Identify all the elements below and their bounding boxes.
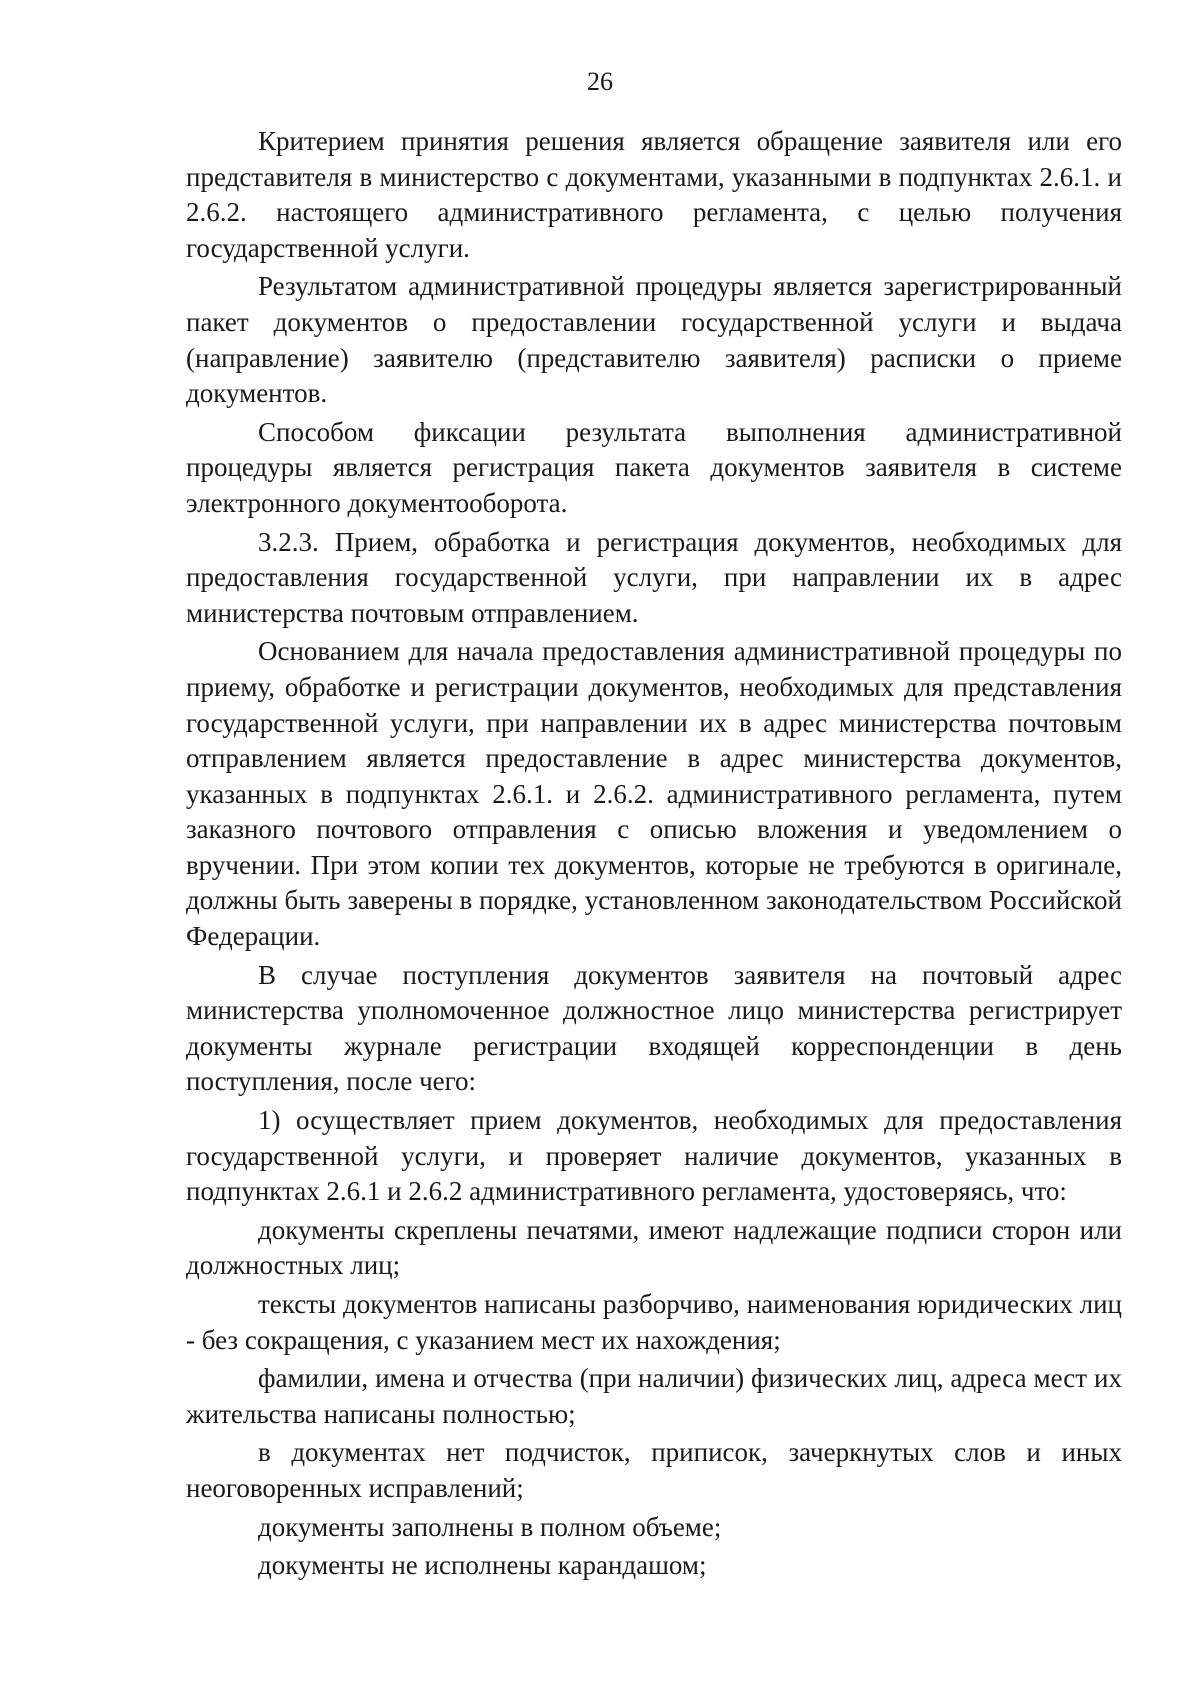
paragraph-item-1: 1) осуществляет прием документов, необходимых для предоставления государственной услуги, и проверяет наличие документов, указанных в подпунктах 2.6.1 и 2.6.2 административного регламента, удостоверяясь, что: [186, 1105, 1122, 1207]
paragraph-check-corrections: в документах нет подчисток, приписок, зачеркнутых слов и иных неоговоренных исправлений; [186, 1437, 1122, 1503]
paragraph-check-pencil: документы не исполнены карандашом; [258, 1550, 707, 1581]
document-body [186, 124, 1122, 1584]
paragraph-check-legibility: тексты документов написаны разборчиво, наименования юридических лиц - без сокращения, с указанием мест их нахождения; [186, 1289, 1122, 1355]
paragraph-check-completeness: документы заполнены в полном объеме; [258, 1511, 722, 1542]
paragraph-result-fixation: Способом фиксации результата выполнения административной процедуры является регистрация пакета документов заявителя в системе электронного документооборота. [186, 416, 1122, 518]
paragraph-procedure-basis: Основанием для начала предоставления административной процедуры по приему, обработке и регистрации документов, необходимых для представления государственной услуги, при направлении их в адрес министерства почтовым отправлением является предоставление в адрес министерства документов, указанных в подпунктах 2.6.1. и 2.6.2. административного регламента, путем заказного почтового отправления с описью вложения и уведомлением о вручении. При этом копии тех документов, которые не требуются в оригинале, должны быть заверены в порядке, установленном законодательством Российской Федерации. [186, 636, 1122, 952]
paragraph-postal-receipt: В случае поступления документов заявителя на почтовый адрес министерства уполномоченное должностное лицо министерства регистрирует документы журнале регистрации входящей корреспонденции в день поступления, после чего: [186, 959, 1122, 1097]
page-number: 26 [587, 67, 613, 96]
paragraph-section-3-2-3: 3.2.3. Прием, обработка и регистрация документов, необходимых для предоставления государственной услуги, при направлении их в адрес министерства почтовым отправлением. [186, 526, 1122, 628]
paragraph-check-seals: документы скреплены печатями, имеют надлежащие подписи сторон или должностных лиц; [186, 1214, 1122, 1281]
paragraph-procedure-result: Результатом административной процедуры является зарегистрированный пакет документов о предоставлении государственной услуги и выдача (направление) заявителю (представителю заявителя) расписки о приеме документов. [186, 271, 1122, 409]
paragraph-check-names: фамилии, имена и отчества (при наличии) физических лиц, адреса мест их жительства написаны полностью; [186, 1363, 1122, 1429]
paragraph-decision-criterion: Критерием принятия решения является обращение заявителя или его представителя в министерство с документами, указанными в подпунктах 2.6.1. и 2.6.2. настоящего административного регламента, с целью получения государственной услуги. [186, 126, 1122, 263]
